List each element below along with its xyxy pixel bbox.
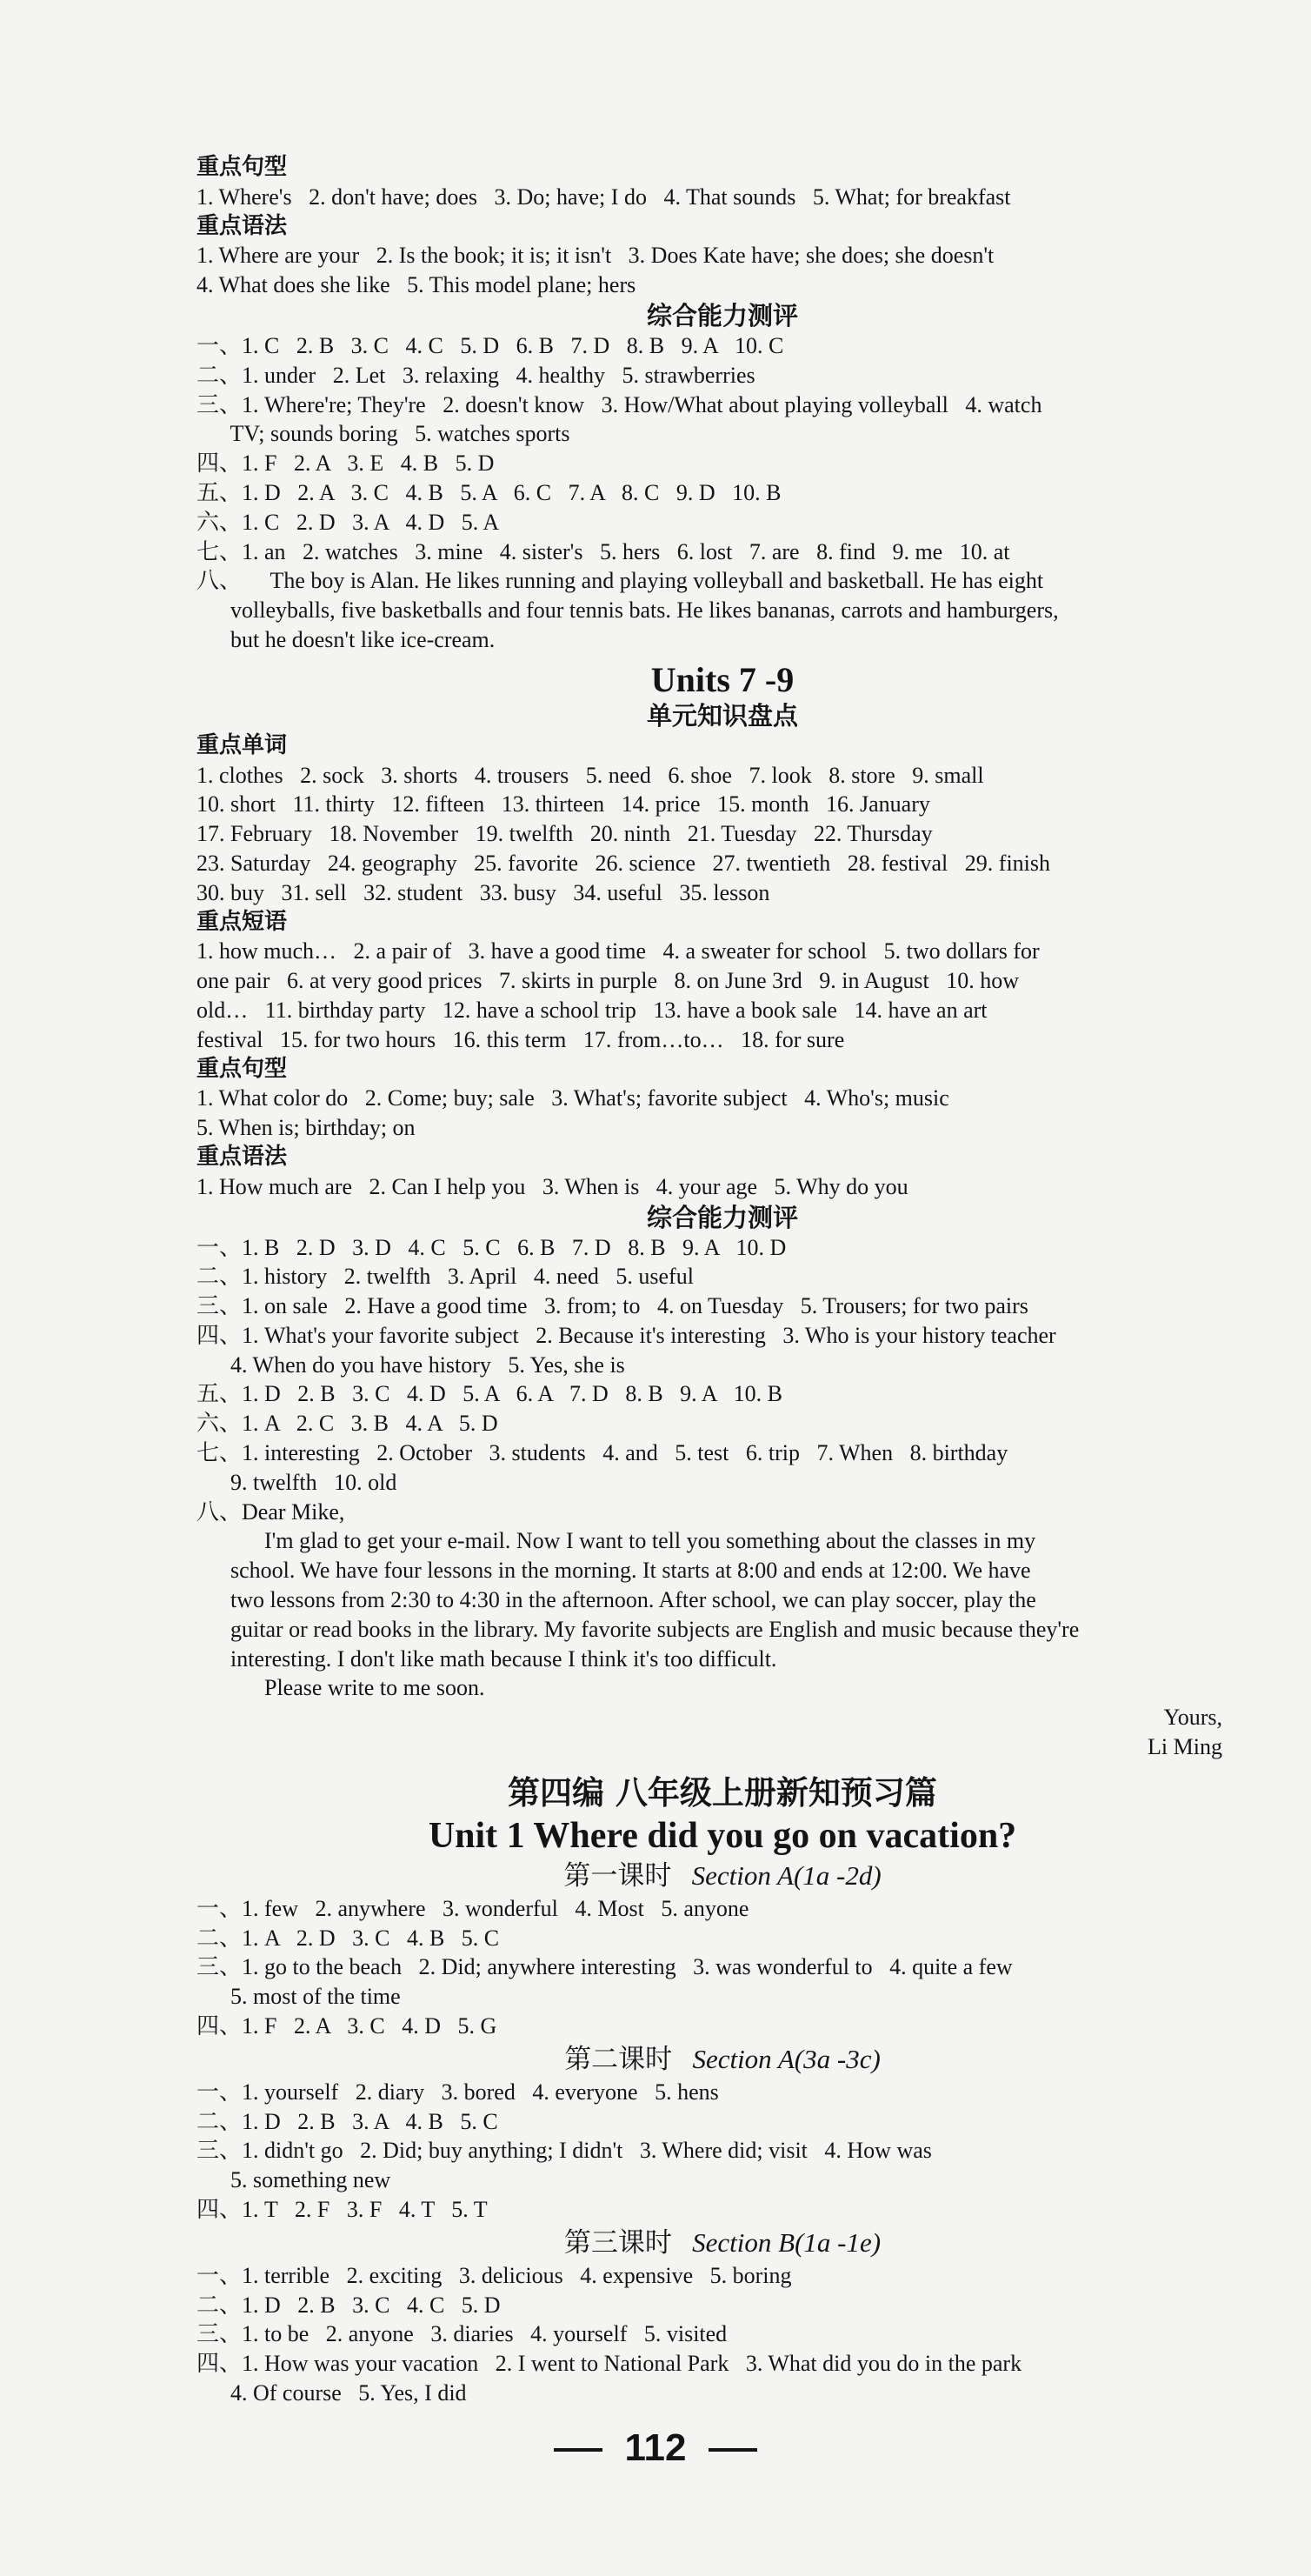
answer-line: 1. What color do 2. Come; buy; sale 3. What's; favorite subject 4. Who's; music <box>196 1085 949 1111</box>
section-heading-key-grammar: 重点语法 <box>196 1143 288 1170</box>
units-title: Units 7 -9 <box>650 659 795 699</box>
dash-left <box>554 2448 602 2452</box>
answer-line: 四、1. T 2. F 3. F 4. T 5. T <box>196 2197 488 2223</box>
unit-title: Unit 1 Where did you go on vacation? <box>428 1815 1017 1856</box>
answer-line: TV; sounds boring 5. watches sports <box>196 421 570 447</box>
letter-closing: Yours, <box>1163 1705 1222 1731</box>
answer-line: 17. February 18. November 19. twelfth 20. ninth 21. Tuesday 22. Thursday <box>196 821 933 847</box>
lesson-label: 第二课时 <box>564 2043 673 2074</box>
answer-line: 23. Saturday 24. geography 25. favorite 26. science 27. twentieth 28. festival 29. finish <box>196 850 1051 876</box>
answer-line: one pair 6. at very good prices 7. skirts in purple 8. on June 3rd 9. in August 10. how <box>196 968 1019 994</box>
answer-lines <box>196 1233 1248 1704</box>
answer-lines <box>196 241 1248 300</box>
answer-line: 30. buy 31. sell 32. student 33. busy 34. useful 35. lesson <box>196 879 770 905</box>
answer-line: 八、Dear Mike, <box>196 1498 345 1525</box>
answer-line: festival 15. for two hours 16. this term 17. from…to… 18. for sure <box>196 1026 845 1052</box>
answer-lines <box>196 2261 1248 2408</box>
answer-line: 一、1. few 2. anywhere 3. wonderful 4. Most 5. anyone <box>196 1895 749 1921</box>
answer-line: 三、1. didn't go 2. Did; buy anything; I didn't 3. Where did; visit 4. How was <box>196 2138 932 2164</box>
answer-line: 1. Where are your 2. Is the book; it is; it isn't 3. Does Kate have; she does; she doesn't <box>196 243 995 269</box>
answer-line: 4. What does she like 5. This model plane; hers <box>196 272 636 298</box>
answer-line: volleyballs, five basketballs and four tennis bats. He likes bananas, carrots and hamburgers, <box>196 597 1059 624</box>
answer-line: 七、1. an 2. watches 3. mine 4. sister's 5. hers 6. lost 7. are 8. find 9. me 10. at <box>196 538 1010 564</box>
section-heading-comprehensive-test: 综合能力测评 <box>646 1202 798 1232</box>
answer-line: 二、1. A 2. D 3. C 4. B 5. C <box>196 1925 500 1951</box>
answer-line: 4. When do you have history 5. Yes, she is <box>196 1351 625 1378</box>
answer-lines <box>196 1894 1248 2041</box>
answer-line: 9. twelfth 10. old <box>196 1469 397 1495</box>
section-heading-comprehensive-test: 综合能力测评 <box>646 300 798 330</box>
lesson-label: 第一课时 <box>563 1859 672 1891</box>
answer-line: old… 11. birthday party 12. have a school trip 13. have a book sale 14. have an art <box>196 997 988 1023</box>
section-heading-key-grammar: 重点语法 <box>196 212 288 239</box>
answer-line: 三、1. on sale 2. Have a good time 3. from; to 4. on Tuesday 5. Trousers; for two pairs <box>196 1293 1028 1319</box>
page-number <box>0 2426 1311 2470</box>
answer-line: 四、1. How was your vacation 2. I went to National Park 3. What did you do in the park <box>196 2351 1022 2377</box>
answer-line: 5. When is; birthday; on <box>196 1115 416 1141</box>
lesson-section: Section A(3a -3c) <box>692 2043 881 2074</box>
answer-line: 1. How much are 2. Can I help you 3. When is 4. your age 5. Why do you <box>196 1173 908 1199</box>
answer-line: 5. something new <box>196 2167 391 2193</box>
section-heading-key-sentences: 重点句型 <box>196 1055 288 1082</box>
answer-lines <box>196 937 1248 1054</box>
answer-line: I'm glad to get your e-mail. Now I want to tell you something about the classes in my <box>196 1528 1036 1554</box>
answer-lines <box>196 1172 1248 1202</box>
section-heading-key-phrases: 重点短语 <box>196 908 288 935</box>
answer-line: 1. clothes 2. sock 3. shorts 4. trousers 5. need 6. shoe 7. look 8. store 9. small <box>196 762 984 788</box>
answer-line: 五、1. D 2. B 3. C 4. D 5. A 6. A 7. D 8. B 9. A 10. B <box>196 1381 782 1407</box>
page-number-text: 112 <box>624 2426 687 2469</box>
answer-line: 一、1. C 2. B 3. C 4. C 5. D 6. B 7. D 8. B 9. A 10. C <box>196 332 784 358</box>
section-heading-key-sentences: 重点句型 <box>196 154 288 180</box>
answer-line: 六、1. C 2. D 3. A 4. D 5. A <box>196 509 500 535</box>
answer-line: 一、1. B 2. D 3. D 4. C 5. C 6. B 7. D 8. B 9. A 10. D <box>196 1234 787 1260</box>
lesson-heading <box>196 2041 1248 2078</box>
lesson-section: Section B(1a -1e) <box>692 2226 882 2258</box>
lesson-label: 第三课时 <box>563 2226 672 2258</box>
answer-line: 5. most of the time <box>196 1984 401 2010</box>
answer-line: 二、1. under 2. Let 3. relaxing 4. healthy 5. strawberries <box>196 362 755 388</box>
answer-line: two lessons from 2:30 to 4:30 in the afternoon. After school, we can play soccer, play the <box>196 1587 1036 1613</box>
answer-line: 八、 The boy is Alan. He likes running and playing volleyball and basketball. He has eight <box>196 568 1044 594</box>
answer-line: 1. Where's 2. don't have; does 3. Do; have; I do 4. That sounds 5. What; for breakfast <box>196 184 1011 210</box>
answer-line: 一、1. terrible 2. exciting 3. delicious 4. expensive 5. boring <box>196 2262 792 2288</box>
answer-line: 四、1. F 2. A 3. C 4. D 5. G <box>196 2013 497 2039</box>
answer-line: 4. Of course 5. Yes, I did <box>196 2380 467 2406</box>
answer-line: Please write to me soon. <box>196 1675 485 1701</box>
lesson-heading <box>196 2225 1248 2261</box>
answer-line: 10. short 11. thirty 12. fifteen 13. thirteen 14. price 15. month 16. January <box>196 791 930 818</box>
answer-line: 七、1. interesting 2. October 3. students 4. and 5. test 6. trip 7. When 8. birthday <box>196 1440 1008 1466</box>
dash-right <box>709 2448 757 2452</box>
answer-line: 五、1. D 2. A 3. C 4. B 5. A 6. C 7. A 8. C 9. D 10. B <box>196 479 782 505</box>
answer-line: 二、1. history 2. twelfth 3. April 4. need 5. useful <box>196 1264 694 1290</box>
part-title: 第四编 八年级上册新知预习篇 <box>508 1773 937 1812</box>
answer-line: 二、1. D 2. B 3. A 4. B 5. C <box>196 2108 498 2134</box>
answer-line: but he doesn't like ice-cream. <box>196 626 496 652</box>
answer-line: interesting. I don't like math because I think it's too difficult. <box>196 1645 777 1672</box>
answer-line: school. We have four lessons in the morning. It starts at 8:00 and ends at 12:00. We have <box>196 1558 1031 1584</box>
answer-lines <box>196 183 1248 212</box>
answer-line: 三、1. Where're; They're 2. doesn't know 3. How/What about playing volleyball 4. watch <box>196 391 1042 417</box>
answer-line: 四、1. What's your favorite subject 2. Because it's interesting 3. Who is your history teacher <box>196 1322 1056 1348</box>
answer-line: guitar or read books in the library. My favorite subjects are English and music because they're <box>196 1616 1080 1642</box>
letter-signature: Li Ming <box>1148 1734 1222 1760</box>
answer-line: 三、1. go to the beach 2. Did; anywhere interesting 3. was wonderful to 4. quite a few <box>196 1954 1013 1980</box>
answer-lines <box>196 2078 1248 2225</box>
answer-line: 三、1. to be 2. anyone 3. diaries 4. yourself 5. visited <box>196 2321 728 2347</box>
answer-line: 一、1. yourself 2. diary 3. bored 4. everyone 5. hens <box>196 2079 719 2105</box>
section-heading-key-words: 重点单词 <box>196 731 288 758</box>
answer-line: 四、1. F 2. A 3. E 4. B 5. D <box>196 450 495 477</box>
units-subtitle: 单元知识盘点 <box>646 700 798 731</box>
lesson-section: Section A(1a -2d) <box>691 1859 882 1891</box>
answer-lines <box>196 1084 1248 1143</box>
answer-line: 六、1. A 2. C 3. B 4. A 5. D <box>196 1411 498 1437</box>
answer-line: 1. how much… 2. a pair of 3. have a good time 4. a sweater for school 5. two dollars for <box>196 938 1040 964</box>
answer-line: 二、1. D 2. B 3. C 4. C 5. D <box>196 2292 501 2318</box>
answer-lines <box>196 331 1248 655</box>
answer-lines <box>196 761 1248 908</box>
lesson-heading <box>196 1858 1248 1894</box>
